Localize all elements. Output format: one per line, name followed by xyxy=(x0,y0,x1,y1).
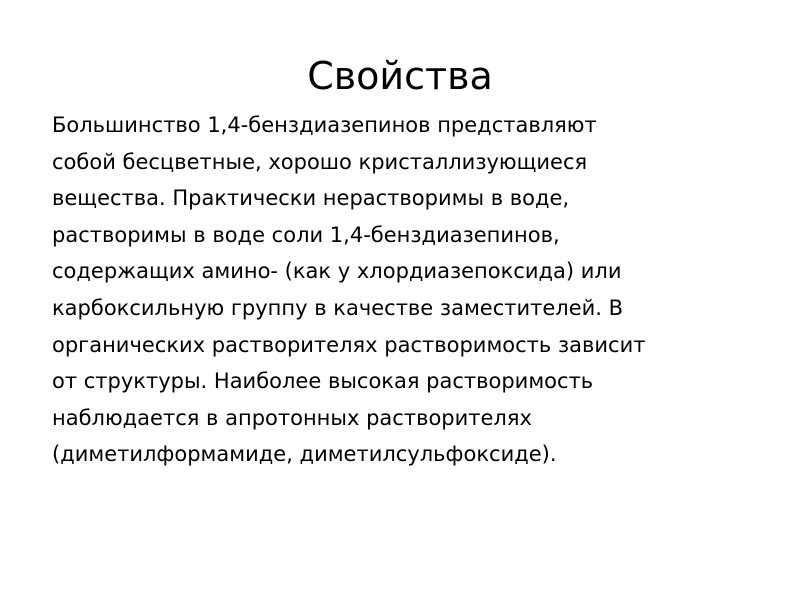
slide-title: Свойства xyxy=(307,54,493,98)
body-line: (диметилформамиде, диметилсульфоксиде). xyxy=(52,442,557,467)
body-line: вещества. Практически нерастворимы в воде, xyxy=(52,186,570,211)
body-line: карбоксильную группу в качестве заместителей. В xyxy=(52,295,624,320)
body-line: собой бесцветные, хорошо кристаллизующиеся xyxy=(52,149,588,174)
body-line: от структуры. Наиболее высокая растворимость xyxy=(52,369,594,394)
body-line: наблюдается в апротонных растворителях xyxy=(52,405,532,430)
body-line: Большинство 1,4-бенздиазепинов представляют xyxy=(52,113,597,137)
body-line: содержащих амино- (как у хлордиазепоксида) или xyxy=(52,259,622,284)
body-line: органических растворителях растворимость зависит xyxy=(52,332,646,357)
body-line: растворимы в воде соли 1,4-бенздиазепинов, xyxy=(52,222,560,247)
slide-body-text xyxy=(52,107,764,473)
